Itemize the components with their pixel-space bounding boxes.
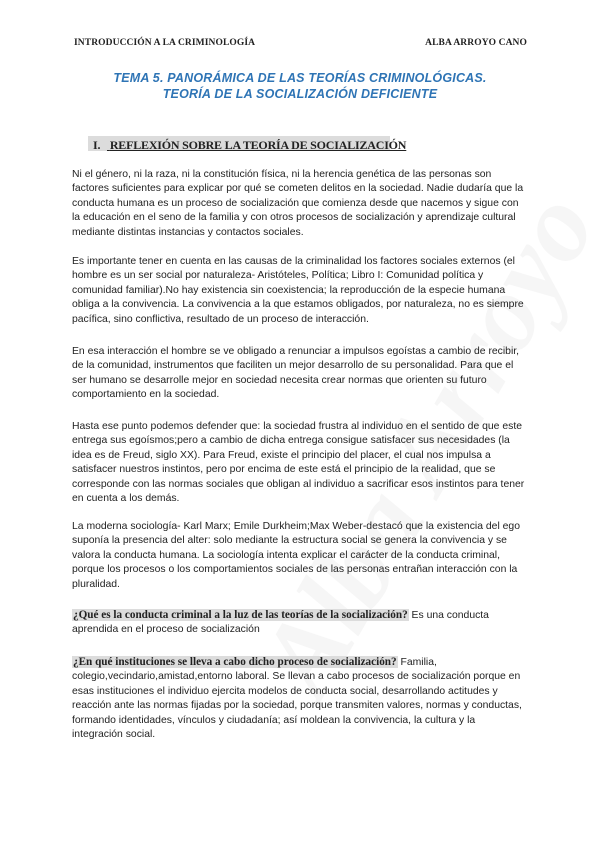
header-author: ALBA ARROYO CANO bbox=[425, 38, 527, 48]
document-title bbox=[0, 70, 600, 102]
qa-block bbox=[72, 608, 527, 638]
answer-text: Es una conducta aprendida en el proceso de socialización bbox=[72, 610, 489, 636]
paragraph bbox=[72, 345, 527, 403]
paragraph bbox=[72, 420, 527, 506]
answer-text: Familia, colegio,vecindario,amistad,entorno laboral. Se llevan a cabo procesos de socialización porque en esas instituciones el individuo ejercita modelos de conducta social, desarrollando actitudes y reacción ante las normas fijadas por la sociedad, porque transmiten valores, normas y conductas, formando identidades, vínculos y ciudadanía; así moldean la convivencia, la cultura y la integración social. bbox=[72, 657, 522, 741]
paragraph-text: Es importante tener en cuenta en las causas de la criminalidad los factores sociales externos (el hombre es un ser social por naturaleza- Aristóteles, Política; Libro I: Comunidad política y comunidad familiar).No hay existencia sin coexistencia; la reproducción de la especie humana obliga a la convivencia. La convivencia a la que estamos obligados, por naturaleza, no es siempre pacífica, sino conflictiva, resultado de un proceso de interacción. bbox=[72, 256, 524, 325]
paragraph bbox=[72, 168, 527, 240]
section-number: I. bbox=[93, 138, 101, 152]
paragraph-text: La moderna sociología- Karl Marx; Emile Durkheim;Max Weber-destacó que la existencia del ego suponía la presencia del alter: solo mediante la estructura social se genera la convivencia y se valora la conducta humana. La sociología intenta explicar el carácter de la conducta criminal, porque los procesos o los comportamientos sociales de las personas entrañan interacción con la pluralidad. bbox=[72, 521, 520, 590]
qa-paragraph bbox=[72, 608, 527, 638]
paragraph bbox=[72, 520, 527, 592]
paragraph-text: Ni el género, ni la raza, ni la constitución física, ni la herencia genética de las personas son factores suficientes para explicar por qué se cometen delitos en la sociedad. Nadie dudaría que la conducta humana es un proceso de socialización que comienza desde que nacemos y sigue con la educación en el seno de la familia y con otros procesos de socialización y aprendizaje cultural mediante distintas instancias y contactos sociales. bbox=[72, 169, 524, 238]
paragraph-text: Hasta ese punto podemos defender que: la sociedad frustra al individuo en el sentido de que este entrega sus egoísmos;pero a cambio de dicha entrega consigue satisfacer sus necesidades (la idea es de Freud, siglo XX). Para Freud, existe el principio del placer, el cual nos impulsa a satisfacer nuestros instintos, pero por encima de este está el principio de la realidad, que se corresponde con las normas sociales que obligan al individuo a sacrificar esos instintos para tener en cuenta a los demás. bbox=[72, 421, 525, 505]
title-line-2: TEORÍA DE LA SOCIALIZACIÓN DEFICIENTE bbox=[162, 87, 438, 101]
section-heading-text: REFLEXIÓN SOBRE LA TEORÍA DE SOCIALIZACIÓN bbox=[109, 138, 407, 152]
qa-block bbox=[72, 655, 527, 742]
qa-paragraph bbox=[72, 655, 527, 742]
section-heading bbox=[93, 138, 406, 153]
paragraph-text: En esa interacción el hombre se ve obligado a renunciar a impulsos egoístas a cambio de recibir, de la comunidad, instrumentos que faciliten un mejor desarrollo de su personalidad. Para que el ser humano se desarrolle mejor en sociedad necesita crear normas que orienten su futuro comportamiento en la sociedad. bbox=[72, 346, 520, 401]
header-course-title: INTRODUCCIÓN A LA CRIMINOLOGÍA bbox=[74, 38, 256, 48]
question-label: ¿Qué es la conducta criminal a la luz de las teorías de la socialización? bbox=[73, 609, 408, 621]
question-label: ¿En qué instituciones se lleva a cabo dicho proceso de socialización? bbox=[73, 656, 397, 668]
title-line-1: TEMA 5. PANORÁMICA DE LAS TEORÍAS CRIMINOLÓGICAS. bbox=[113, 71, 487, 85]
paragraph bbox=[72, 255, 527, 327]
